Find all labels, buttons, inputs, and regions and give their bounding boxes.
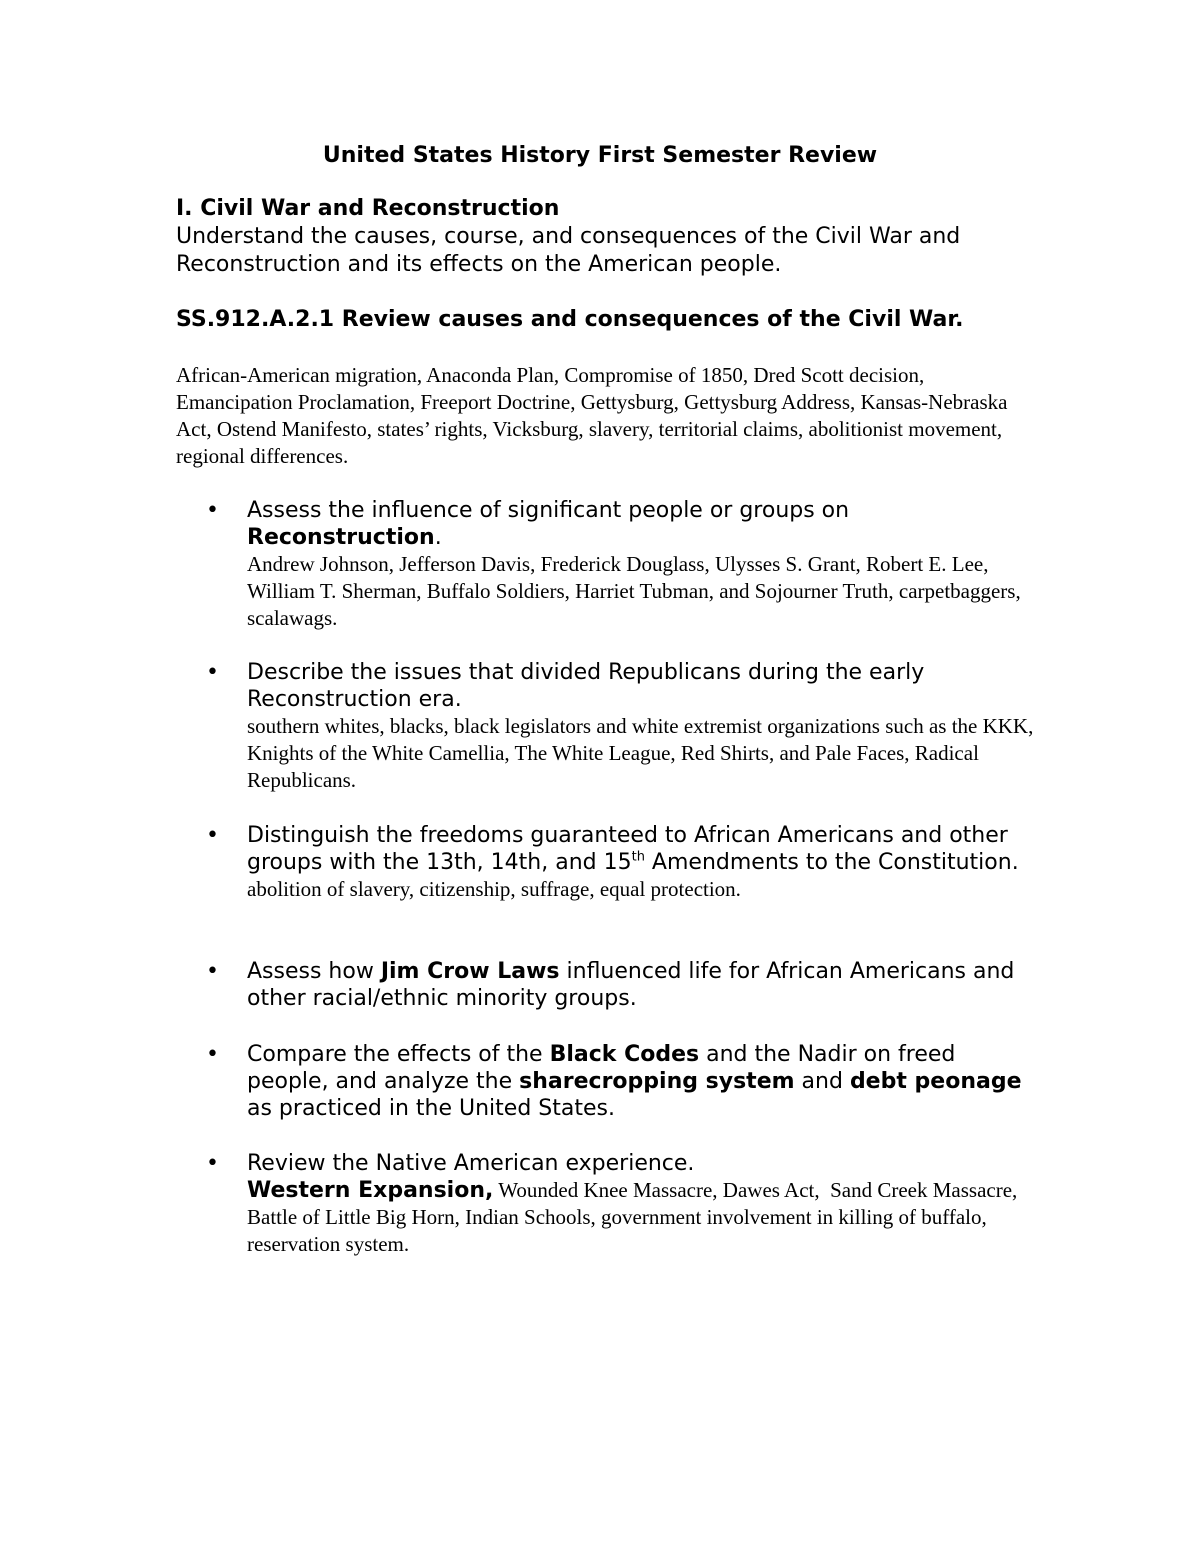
bullet-detail bbox=[247, 1177, 1037, 1258]
bullet-icon: • bbox=[206, 1042, 219, 1067]
bullet-detail-text: Wounded Knee Massacre, Dawes Act, Sand Creek Massacre, Battle of Little Big Horn, Indian Schools, government involvement in killing of buffalo, reservation system. bbox=[247, 1178, 1023, 1256]
bullet-lead-text: Assess the influence of significant people or groups on bbox=[247, 498, 850, 523]
ordinal-superscript: th bbox=[631, 849, 645, 865]
bullet-lead-bold-debt-peonage: debt peonage bbox=[849, 1069, 1022, 1094]
bullet-lead bbox=[247, 822, 1037, 876]
bullet-lead-text: Assess how bbox=[247, 959, 381, 984]
document-title: United States History First Semester Review bbox=[322, 143, 878, 168]
bullet-lead-bold-sharecropping: sharecropping system bbox=[519, 1069, 795, 1094]
bullet-lead-text-4: as practiced in the United States. bbox=[247, 1096, 615, 1121]
bullet-lead: Describe the issues that divided Republicans during the early Reconstruction era. bbox=[247, 660, 925, 712]
bullet-lead: Review the Native American experience. bbox=[247, 1151, 695, 1176]
bullet-icon: • bbox=[206, 660, 219, 685]
benchmark-heading: SS.912.A.2.1 Review causes and consequences of the Civil War. bbox=[176, 307, 964, 332]
bullet-body bbox=[247, 822, 1037, 903]
bullet-lead bbox=[247, 497, 1037, 551]
bullet-lead-text-end: Amendments to the Constitution. bbox=[644, 850, 1019, 875]
bullet-lead-text-3: and bbox=[794, 1069, 850, 1094]
bullet-lead-text: Compare the effects of the bbox=[247, 1042, 550, 1067]
bullet-lead-bold: Reconstruction bbox=[247, 525, 435, 550]
bullet-icon: • bbox=[206, 498, 219, 523]
bullet-icon: • bbox=[206, 1151, 219, 1176]
bullet-lead-bold: Jim Crow Laws bbox=[380, 959, 560, 984]
bullet-lead-text: Distinguish the freedoms guaranteed to African Americans and other groups with the 13th, 14th, and 15 bbox=[247, 823, 1008, 875]
section-heading: I. Civil War and Reconstruction bbox=[176, 196, 560, 221]
bullet-icon: • bbox=[206, 823, 219, 848]
bullet-lead bbox=[247, 958, 1037, 1012]
bullet-lead bbox=[247, 1041, 1037, 1122]
section-description: Understand the causes, course, and consequences of the Civil War and Reconstruction and its effects on the American people. bbox=[176, 224, 961, 277]
bullet-body bbox=[247, 958, 1037, 1012]
bullet-body bbox=[247, 659, 1037, 794]
bullet-lead-text-2: and the Nadir on freed people, and analyze the bbox=[247, 1042, 956, 1094]
bullet-lead-bold-black-codes: Black Codes bbox=[549, 1042, 700, 1067]
bullet-body bbox=[247, 1150, 1037, 1258]
bullet-detail-bold-label: Western Expansion, bbox=[247, 1178, 494, 1203]
bullet-body bbox=[247, 1041, 1037, 1122]
bullet-detail: abolition of slavery, citizenship, suffrage, equal protection. bbox=[247, 877, 741, 901]
bullet-lead-text-end: influenced life for African Americans and other racial/ethnic minority groups. bbox=[247, 959, 1015, 1011]
benchmark-terms: African-American migration, Anaconda Plan, Compromise of 1850, Dred Scott decision, Emancipation Proclamation, Freeport Doctrine, Gettysburg, Gettysburg Address, Kansas-Nebraska Act, Ostend Manifesto, states’ rights, Vicksburg, slavery, territorial claims, abolitionist movement, regional differences. bbox=[176, 363, 1008, 468]
bullet-detail: Andrew Johnson, Jefferson Davis, Frederick Douglass, Ulysses S. Grant, Robert E. Lee, William T. Sherman, Buffalo Soldiers, Harriet Tubman, and Sojourner Truth, carpetbaggers, scalawags. bbox=[247, 552, 1021, 630]
bullet-detail: southern whites, blacks, black legislators and white extremist organizations such as the KKK, Knights of the White Camellia, The White League, Red Shirts, and Pale Faces, Radical Republicans. bbox=[247, 714, 1034, 792]
bullet-body bbox=[247, 497, 1037, 632]
bullet-lead-end: . bbox=[434, 525, 442, 550]
bullet-icon: • bbox=[206, 959, 219, 984]
